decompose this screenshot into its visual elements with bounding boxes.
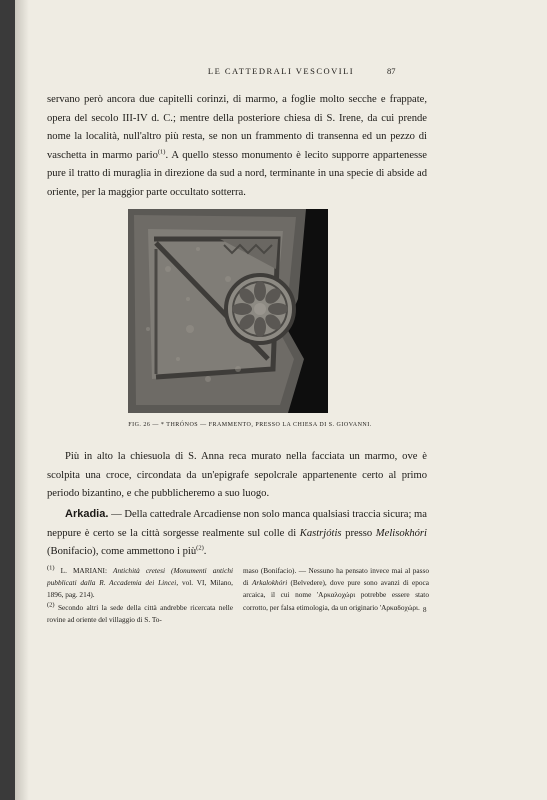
footnote-2 [47,602,233,626]
place-name-kastrjotis: Kastrjótis [299,527,342,539]
book-page [15,0,547,800]
paragraph-2 [47,448,427,504]
footnote-2-number: (2) [47,601,55,609]
paragraph-3-text-b: presso [341,527,376,539]
paragraph-3-end: . [203,546,207,558]
section-heading-arkadia: Arkadia. [65,508,109,520]
paragraph-1 [47,91,427,203]
footnote-2-text-right-b: (Belvedere), dove pure sono avanzi di epoca arcaica, il cui nome 'Αρκαλοχώρι potrebbe essere stato corrotto, per falsa etimologia, da un originario 'Αρκαδοχώρι. [243,578,430,612]
paragraph-3 [47,505,427,562]
figure-caption: FIG. 26 — * THRÓNOS — FRAMMENTO, PRESSO LA CHIESA DI S. GIOVANNI. [128,422,372,428]
page-number: 87 [387,66,396,76]
paragraph-3-text-a: — Della cattedrale Arcadiense non solo manca qualsiasi traccia sicura; ma neppure è certo se la città sorgesse realmente sul colle di [47,509,427,539]
footnote-2-text-right-a: maso (Bonifacio). — Nessuno ha pensato invece mai al passo di [243,566,429,588]
footnote-1-author: L. MARIANI: [54,566,114,575]
running-head: LE CATTEDRALI VESCOVILI [207,66,355,76]
page-gutter-shadow [15,0,29,800]
footnotes-right-column [243,565,429,614]
paragraph-2-text: Più in alto la chiesuola di S. Anna reca murato nella facciata un marmo, ove è scolpita una croce, circondata da un'epigrafe sepolcrale appartenente certo al primo periodo bizantino, e che pubblicheremo a suo luogo. [47,451,427,500]
place-name-arkalokhori: Arkalokhóri [251,578,288,588]
footnote-2-continued [243,565,429,614]
footnote-1-number: (1) [47,564,55,572]
signature-mark: 8 [423,606,427,614]
paragraph-3-text-c: (Bonifacio), come ammettono i più [47,546,197,558]
footnote-1 [47,565,233,602]
paragraph-1-text: servano però ancora due capitelli corinzi, di marmo, a foglie molto secche e frappate, opera del secolo III-IV d. C.; mentre della posteriore chiesa di S. Irene, da cui prende nome la località, null'altro più resta, se non un frammento di transenna ed un pezzo di vaschetta in marmo pario [47,94,427,161]
footnote-1-rest: , vol. VI, Milano, 1896, pag. 214). [47,578,233,600]
figure-photo-relief-fragment [128,209,328,413]
footnote-ref-2[interactable]: (2) [196,544,204,552]
footnotes-left-column [47,565,233,626]
footnote-ref-1[interactable]: (1) [157,148,166,156]
paragraph-1-continued: . A quello stesso monumento è lecito supporre appartenesse pure il tratto di muraglia in direzione da sud a nord, terminante in una specie di abside ad oriente, per la maggior parte occultato sotterra. [47,149,427,198]
footnote-2-text-left: Secondo altri la sede della città andrebbe ricercata nelle rovine ad oriente del villaggio di S. To- [47,602,233,624]
footnote-1-title: Antichità cretesi (Monumenti antichi pubblicati dalla R. Accademia dei Lincei [47,566,233,588]
place-name-melisokhori: Melisokhóri [375,527,427,539]
